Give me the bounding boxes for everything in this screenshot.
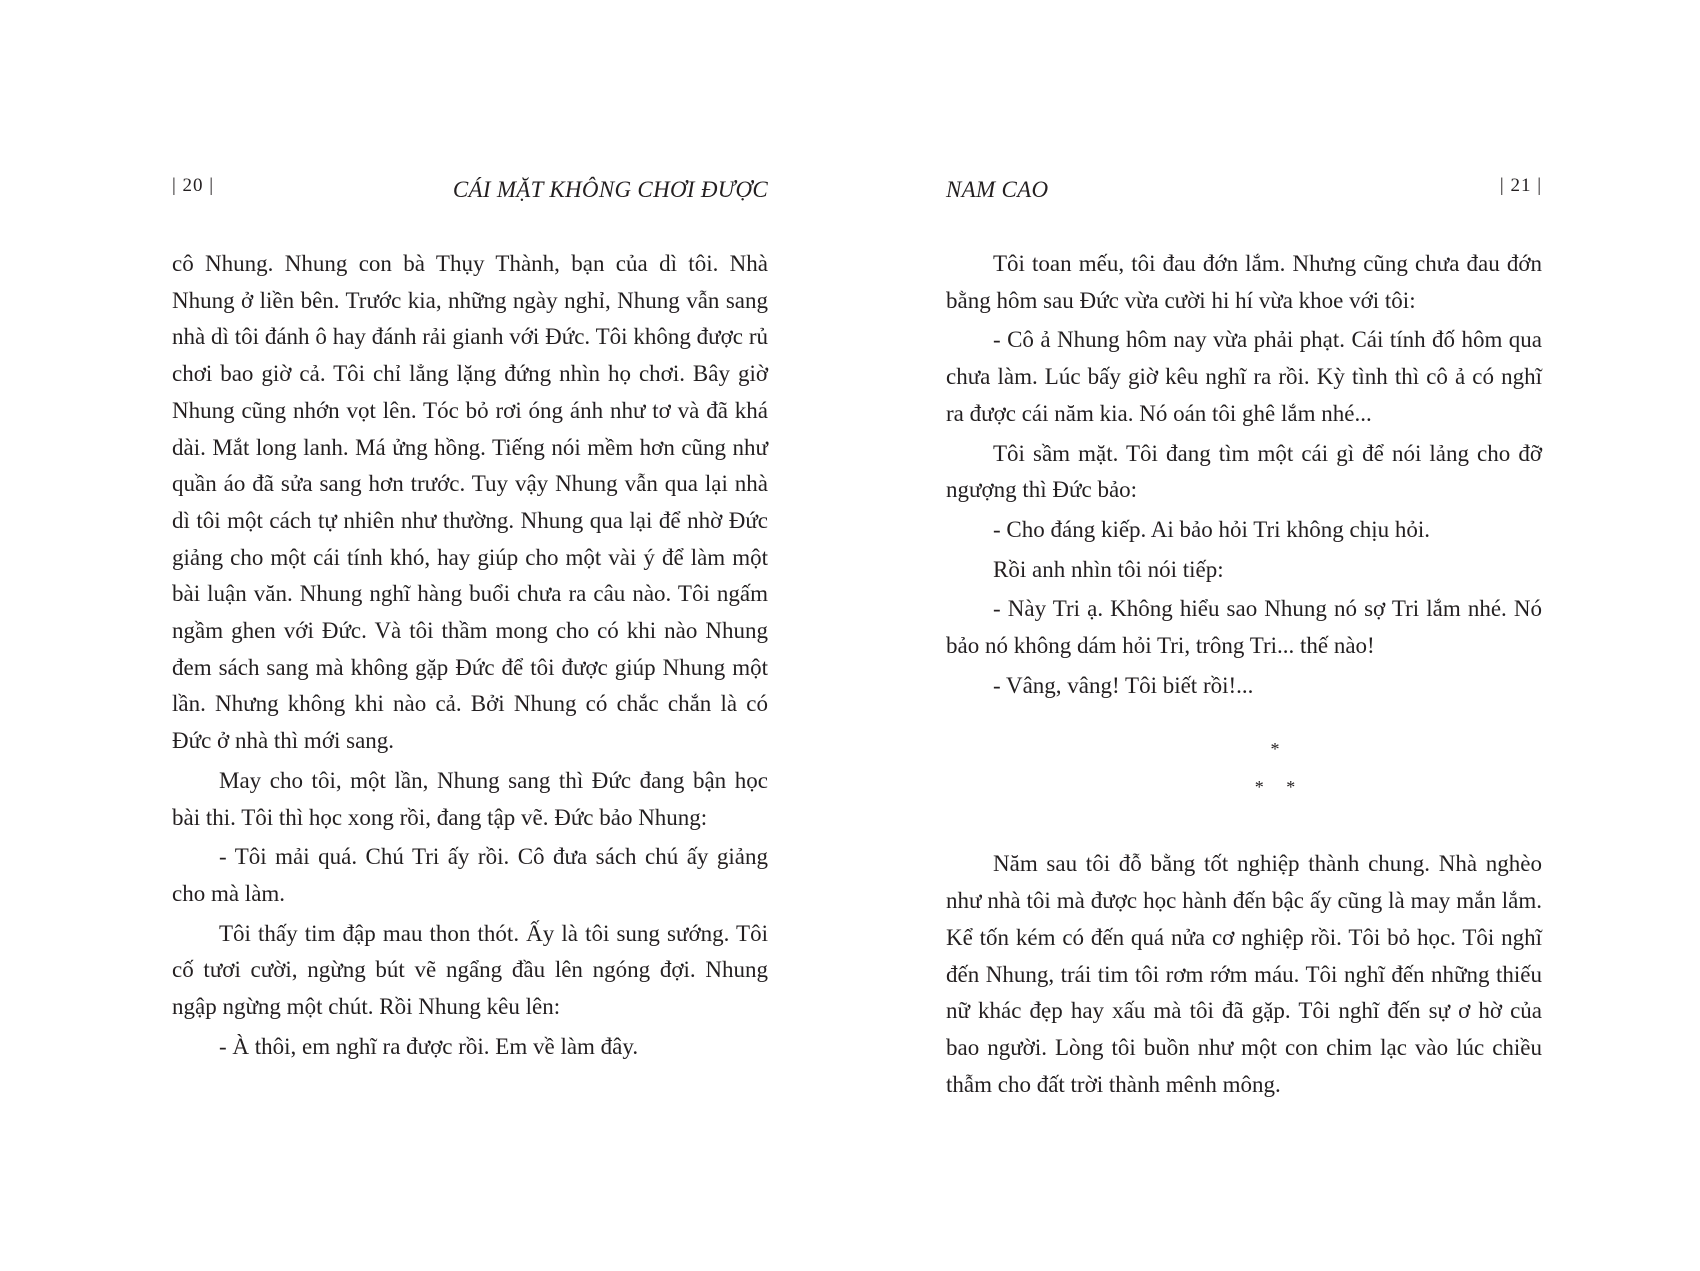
left-running-head [172, 175, 768, 205]
asterisk-left: * [1254, 777, 1264, 798]
page-number: | 20 | [172, 175, 215, 196]
left-body-text [172, 246, 768, 1068]
paragraph: Năm sau tôi đỗ bằng tốt nghiệp thành chung. Nhà nghèo như nhà tôi mà được học hành đến bậc ấy cũng là may mắn lắm. Kể tốn kém có đến quá nửa cơ nghiệp rồi. Tôi bỏ học. Tôi nghĩ đến Nhung, trái tim tôi rơm rớm máu. Tôi nghĩ đến những thiếu nữ khác đẹp hay xấu mà tôi đã gặp. Tôi nghĩ đến sự ơ hờ của bao người. Lòng tôi buồn như một con chim lạc vào lúc chiều thẫm cho đất trời thành mênh mông. [946, 851, 1542, 1097]
paragraph: Tôi sầm mặt. Tôi đang tìm một cái gì để nói lảng cho đỡ ngượng thì Đức bảo: [946, 440, 1542, 503]
left-page [172, 0, 768, 1271]
right-page [946, 0, 1542, 1271]
dialogue-line: - Vâng, vâng! Tôi biết rồi!... [993, 672, 1254, 698]
running-title: CÁI MẶT KHÔNG CHƠI ĐƯỢC [452, 177, 768, 202]
right-running-head [946, 175, 1542, 205]
dialogue-line: - À thôi, em nghĩ ra được rồi. Em về làm đây. [219, 1033, 639, 1059]
dialogue-line: - Cho đáng kiếp. Ai bảo hỏi Tri không chịu hỏi. [993, 516, 1430, 542]
section-break-asterism [946, 730, 1542, 806]
right-body-text [946, 246, 1542, 1106]
paragraph: May cho tôi, một lần, Nhung sang thì Đức đang bận học bài thi. Tôi thì học xong rồi, đang tập vẽ. Đức bảo Nhung: [172, 767, 768, 830]
paragraph: Tôi toan mếu, tôi đau đớn lắm. Nhưng cũng chưa đau đớn bằng hôm sau Đức vừa cười hi hí vừa khoe với tôi: [946, 251, 1542, 313]
dialogue-line: - Này Tri ạ. Không hiểu sao Nhung nó sợ Tri lắm nhé. Nó bảo nó không dám hỏi Tri, trông Tri... thế nào! [946, 596, 1542, 659]
running-author: NAM CAO [946, 177, 1049, 202]
asterisk-top: * [1270, 739, 1280, 760]
dialogue-line: - Cô ả Nhung hôm nay vừa phải phạt. Cái tính đố hôm qua chưa làm. Lúc bấy giờ kêu nghĩ ra rồi. Kỳ tình thì cô ả có nghĩ ra được cái năm kia. Nó oán tôi ghê lắm nhé... [946, 327, 1542, 426]
page-number: | 21 | [1499, 175, 1542, 196]
asterisk-row [1255, 768, 1296, 806]
paragraph: cô Nhung. Nhung con bà Thụy Thành, bạn của dì tôi. Nhà Nhung ở liền bên. Trước kia, những ngày nghỉ, Nhung vẫn sang nhà dì tôi đánh ô hay đánh rải gianh với Đức. Tôi không được rủ chơi bao giờ cả. Tôi chỉ lẳng lặng đứng nhìn họ chơi. Bây giờ Nhung cũng nhớn vọt lên. Tóc bỏ rơi óng ánh như tơ và đã khá dài. Mắt long lanh. Má ửng hồng. Tiếng nói mềm hơn cũng như quần áo đã sửa sang hơn trước. Tuy vậy Nhung vẫn qua lại nhà dì tôi một cách tự nhiên như thường. Nhung qua lại để nhờ Đức giảng cho một cái tính khó, hay giúp cho một vài ý để làm một bài luận văn. Nhung nghĩ hàng buổi chưa ra câu nào. Tôi ngấm ngầm ghen với Đức. Và tôi thầm mong cho có khi nào Nhung đem sách sang mà không gặp Đức để tôi được giúp Nhung một lần. Nhưng không khi nào cả. Bởi Nhung có chắc chắn là có Đức ở nhà thì mới sang. [172, 251, 768, 754]
paragraph: Rồi anh nhìn tôi nói tiếp: [993, 556, 1224, 582]
paragraph: Tôi thấy tim đập mau thon thót. Ấy là tôi sung sướng. Tôi cố tươi cười, ngừng bút vẽ ngẩng đầu lên ngóng đợi. Nhung ngập ngừng một chút. Rồi Nhung kêu lên: [172, 920, 768, 1020]
dialogue-line: - Tôi mải quá. Chú Tri ấy rồi. Cô đưa sách chú ấy giảng cho mà làm. [172, 844, 768, 906]
asterisk-right: * [1286, 777, 1296, 798]
